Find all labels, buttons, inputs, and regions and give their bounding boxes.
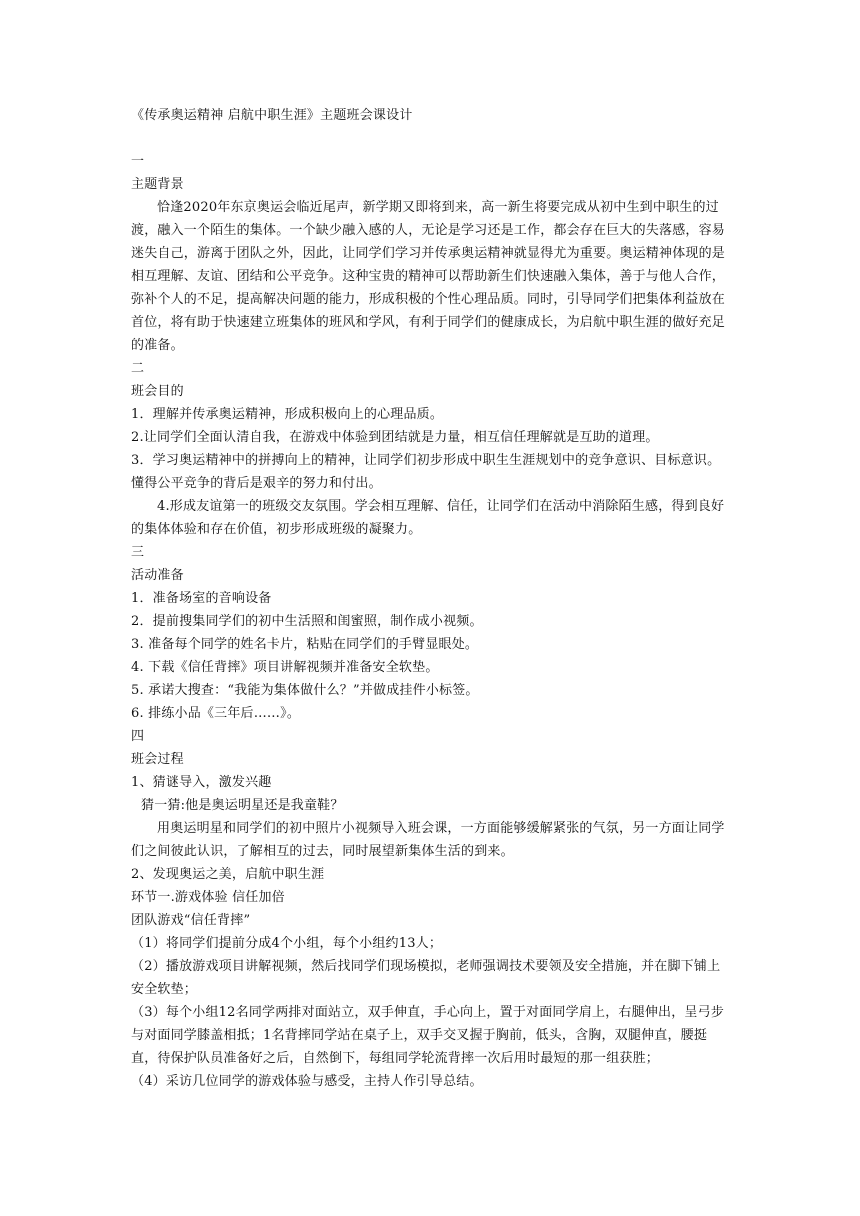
purpose-item-3: 3．学习奥运精神中的拼搏向上的精神，让同学们初步形成中职生生涯规划中的竞争意识、目标意识。懂得公平竞争的背后是艰辛的努力和付出。	[131, 453, 721, 491]
section-heading-preparation: 活动准备	[131, 568, 184, 583]
prep-item-1: 1．准备场室的音响设备	[131, 591, 272, 606]
section-number-1: 一	[131, 154, 145, 169]
game-step-1: （1）将同学们提前分成4个小组，每个小组约13人；	[131, 936, 443, 951]
prep-item-2: 2．提前搜集同学们的初中生活照和闺蜜照，制作成小视频。	[131, 614, 483, 629]
game-step-2: （2）播放游戏项目讲解视频，然后找同学们现场模拟，老师强调技术要领及安全措施，并在脚下铺上安全软垫；	[131, 959, 721, 997]
riddle-text: 猜一猜:他是奥运明星还是我童鞋？	[141, 798, 344, 813]
document-title: 《传承奥运精神 启航中职生涯》主题班会课设计	[131, 108, 413, 123]
game-title: 团队游戏“信任背摔”	[131, 913, 251, 928]
background-paragraph: 恰逢2020年东京奥运会临近尾声，新学期又即将到来，高一新生将要完成从初中生到中职生的过渡，融入一个陌生的集体。一个缺少融入感的人，无论是学习还是工作，都会存在巨大的失落感，容易迷失自己，游离于团队之外，因此，让同学们学习并传承奥运精神就显得尤为重要。奥运精神体现的是相互理解、友谊、团结和公平竞争。这种宝贵的精神可以帮助新生们快速融入集体，善于与他人合作，弥补个人的不足，提高解决问题的能力，形成积极的个性心理品质。同时，引导同学们把集体利益放在首位，将有助于快速建立班集体的班风和学风，有利于同学们的健康成长，为启航中职生涯的做好充足的准备。	[131, 200, 726, 353]
purpose-item-1: 1．理解并传承奥运精神，形成积极向上的心理品质。	[131, 407, 444, 422]
section-heading-background: 主题背景	[131, 177, 184, 192]
game-step-4: （4）采访几位同学的游戏体验与感受，主持人作引导总结。	[131, 1074, 483, 1089]
prep-item-4: 4. 下载《信任背摔》项目讲解视频并准备安全软垫。	[131, 660, 439, 675]
section-number-4: 四	[131, 729, 145, 744]
document-body	[131, 104, 729, 1093]
prep-item-5: 5. 承诺大搜查：“我能为集体做什么？”并做成挂件小标签。	[131, 683, 479, 698]
purpose-item-4: 4.形成友谊第一的班级交友氛围。学会相互理解、信任，让同学们在活动中消除陌生感，得到良好的集体体验和存在价值，初步形成班级的凝聚力。	[131, 499, 725, 537]
prep-item-3: 3. 准备每个同学的姓名卡片，粘贴在同学们的手臂显眼处。	[131, 637, 479, 652]
process-step-1-text: 用奥运明星和同学们的初中照片小视频导入班会课，一方面能够缓解紧张的气氛，另一方面让同学们之间彼此认识，了解相互的过去，同时展望新集体生活的到来。	[131, 821, 725, 859]
process-step-2-title: 2、发现奥运之美，启航中职生涯	[131, 867, 325, 882]
process-step-1-title: 1、猜谜导入，激发兴趣	[131, 775, 272, 790]
section-heading-process: 班会过程	[131, 752, 184, 767]
segment-title: 环节一.游戏体验 信任加倍	[131, 890, 285, 905]
purpose-item-2: 2.让同学们全面认清自我，在游戏中体验到团结就是力量，相互信任理解就是互助的道理。	[131, 430, 659, 445]
game-step-3: （3）每个小组12名同学两排对面站立，双手伸直，手心向上，置于对面同学肩上，右腿伸出，呈弓步与对面同学膝盖相抵；1名背摔同学站在桌子上，双手交叉握于胸前，低头，含胸，双腿伸直，腰挺直，待保护队员准备好之后，自然倒下，每组同学轮流背摔一次后用时最短的那一组获胜；	[131, 1005, 725, 1066]
section-number-3: 三	[131, 545, 145, 560]
section-heading-purpose: 班会目的	[131, 384, 184, 399]
prep-item-6: 6. 排练小品《三年后……》。	[131, 706, 301, 721]
section-number-2: 二	[131, 361, 145, 376]
